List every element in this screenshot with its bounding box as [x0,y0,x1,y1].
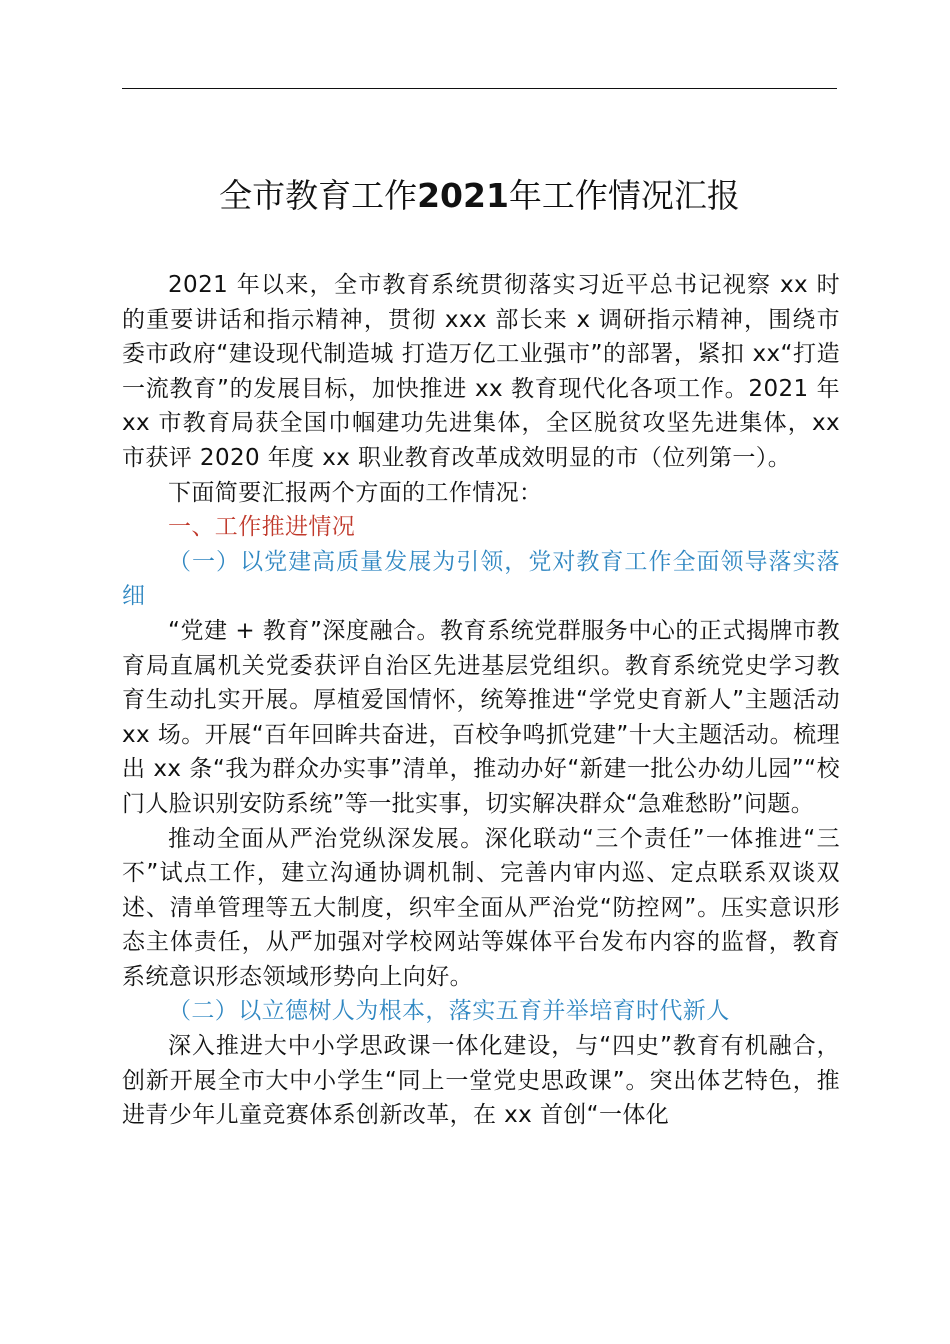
header-rule [122,88,837,89]
intro-paragraph: 2021 年以来，全市教育系统贯彻落实习近平总书记视察 xx 时的重要讲话和指示精神，贯彻 xxx 部长来 x 调研指示精神，围绕市委市政府“建设现代制造城 打造万亿工业强市”的部署，紧扣 xx“打造一流教育”的发展目标，加快推进 xx 教育现代化各项工作。2021 年 xx 市教育局获全国巾帼建功先进集体，全区脱贫攻坚先进集体，xx 市获评 2020 年度 xx 职业教育改革成效明显的市（位列第一）。 [122,272,840,471]
body-paragraph: 推动全面从严治党纵深发展。深化联动“三个责任”一体推进“三不”试点工作，建立沟通协调机制、完善内审内巡、定点联系双谈双述、清单管理等五大制度，织牢全面从严治党“防控网”。压实意识形态主体责任，从严加强对学校网站等媒体平台发布内容的监督，教育系统意识形态领域形势向上向好。 [122,825,840,990]
document-body [122,268,840,1133]
title-prefix: 全市教育工作 [219,176,418,215]
body-paragraph: “党建 + 教育”深度融合。教育系统党群服务中心的正式揭牌市教育局直属机关党委获评自治区先进基层党组织。教育系统党史学习教育生动扎实开展。厚植爱国情怀，统筹推进“学党史育新人”主题活动 xx 场。开展“百年回眸共奋进，百校争鸣抓党建”十大主题活动。梳理出 xx 条“我为群众办实事”清单，推动办好“新建一批公办幼儿园”“校门人脸识别安防系统”等一批实事，切实解决群众“急难愁盼”问题。 [122,617,840,817]
document-title [122,174,837,218]
summary-paragraph: 下面简要汇报两个方面的工作情况： [168,479,543,506]
title-year: 2021 [417,176,509,215]
section-heading: 一、工作推进情况 [168,514,356,541]
subsection-heading: （二）以立德树人为根本，落实五育并举培育时代新人 [168,998,730,1025]
subsection-heading: （一）以党建高质量发展为引领，党对教育工作全面领导落实落细 [122,548,840,610]
title-suffix: 年工作情况汇报 [508,176,740,215]
body-paragraph: 深入推进大中小学思政课一体化建设，与“四史”教育有机融合，创新开展全市大中小学生“同上一堂党史思政课”。突出体艺特色，推进青少年儿童竞赛体系创新改革，在 xx 首创“一体化 [122,1033,840,1129]
